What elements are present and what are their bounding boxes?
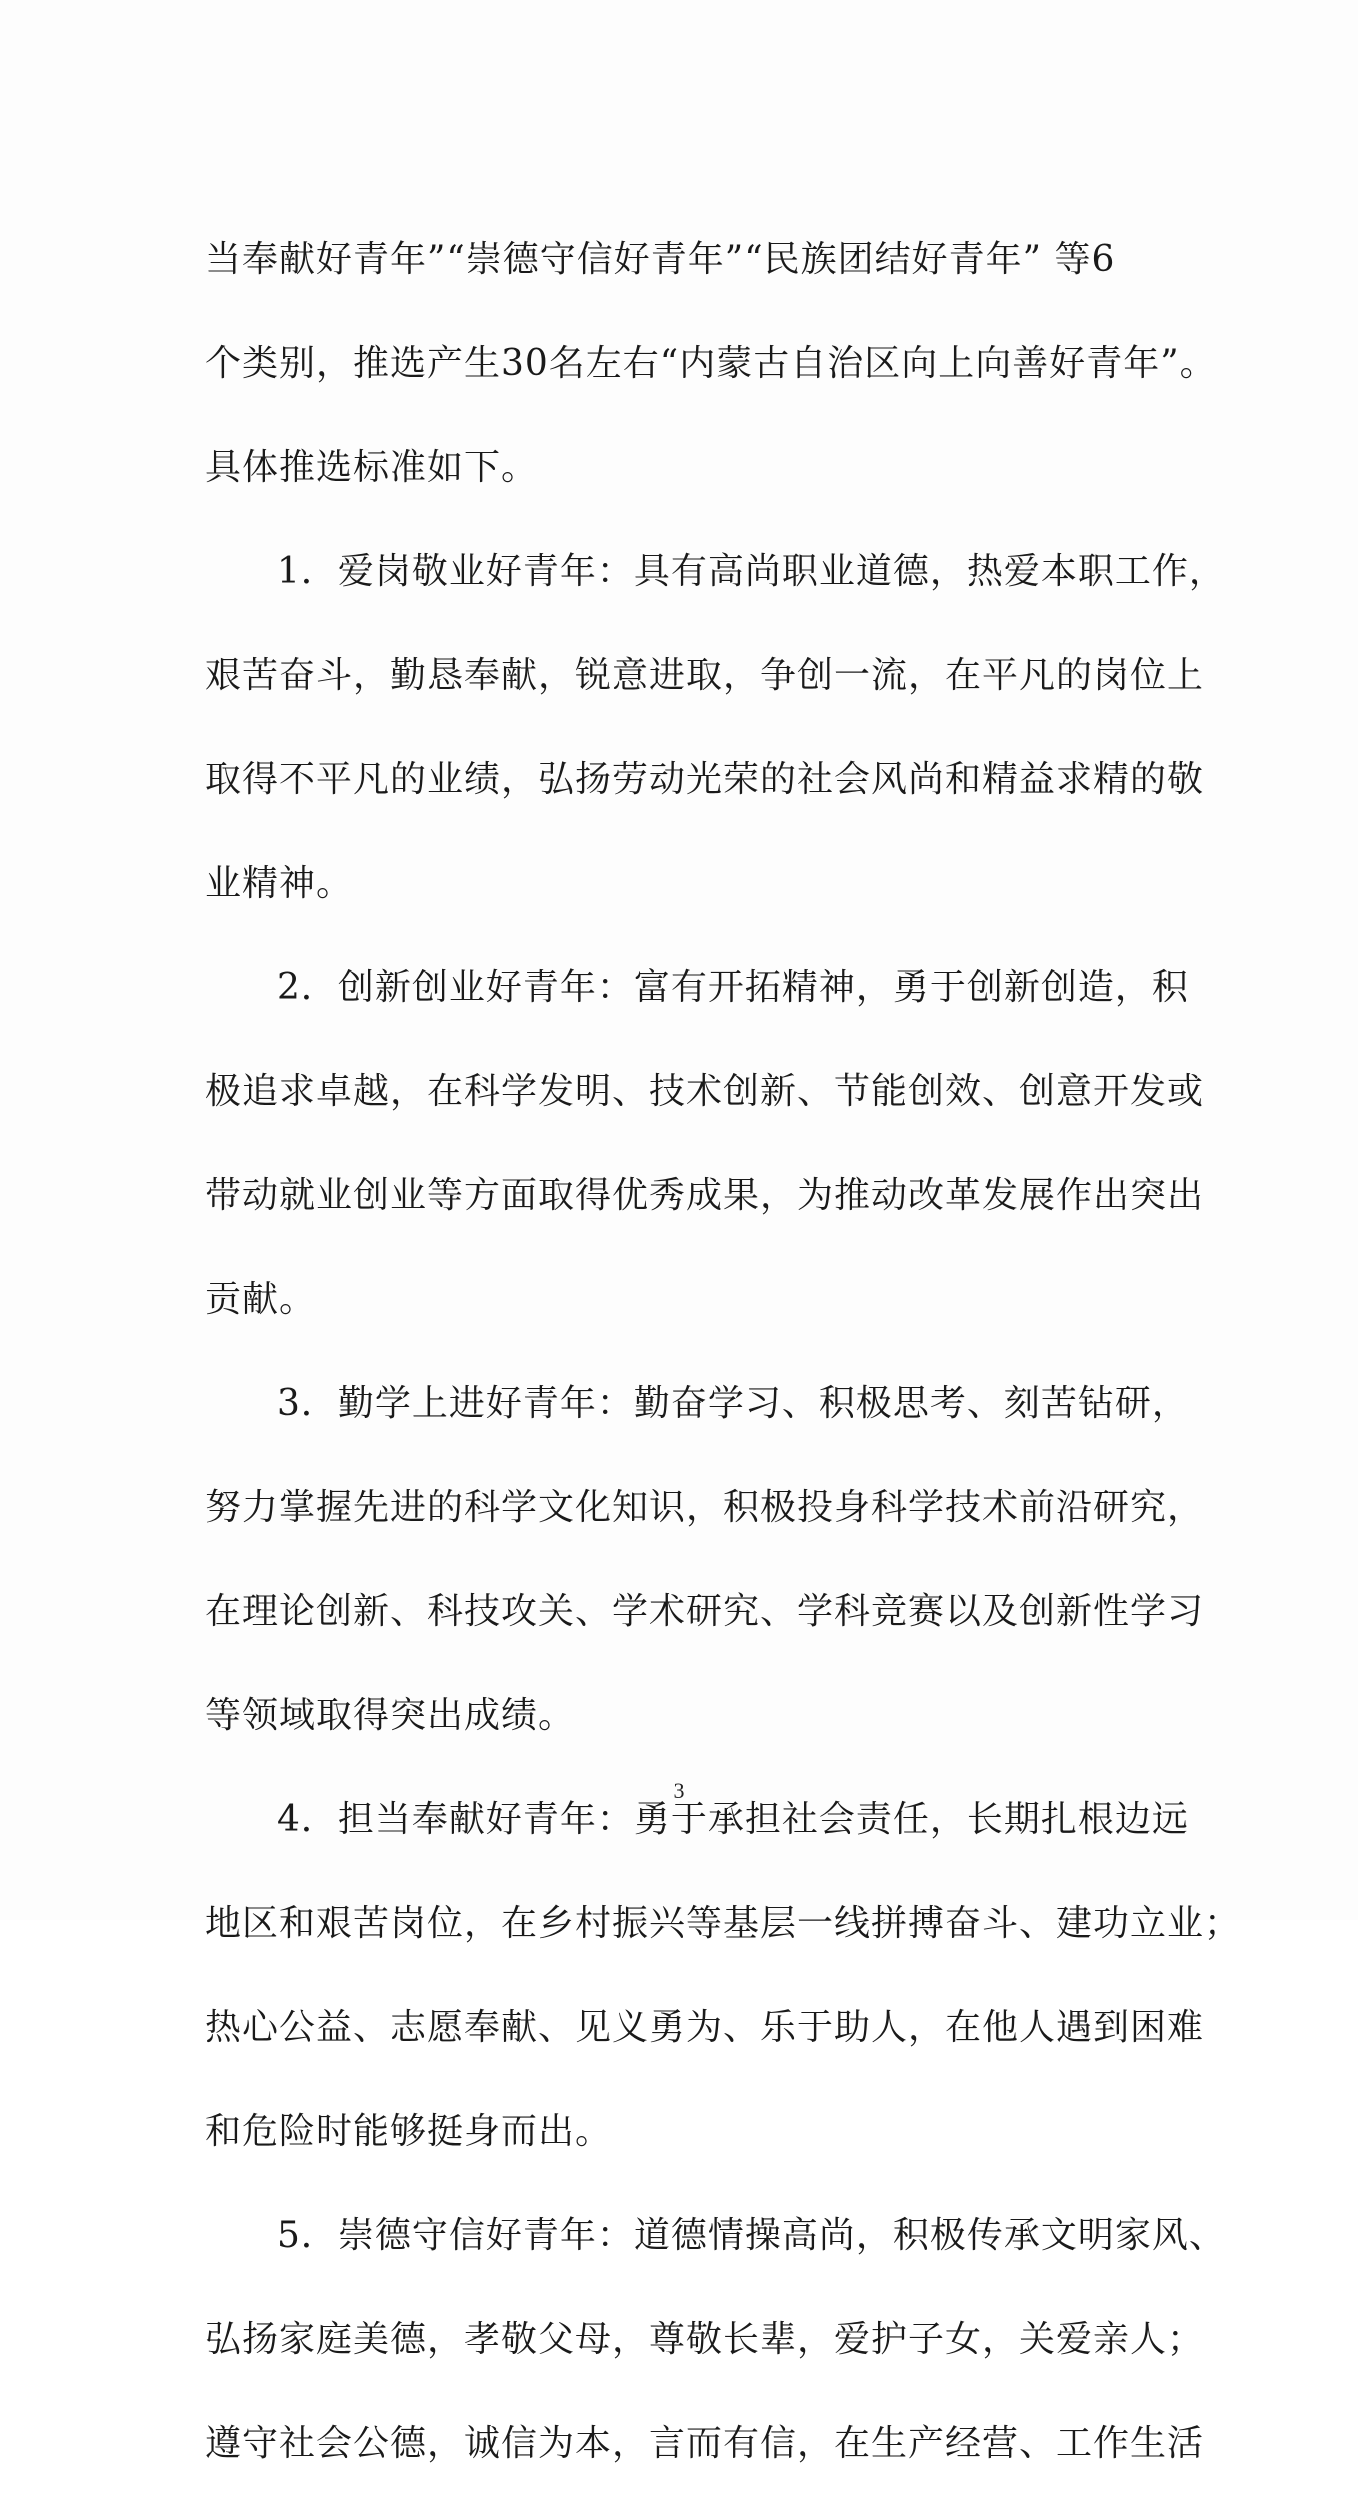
text-line: 和危险时能够挺身而出。 [205, 2111, 613, 2152]
criterion-5-heading-line: 5．崇德守信好青年：道德情操高尚，积极传承文明家风、 [277, 2215, 1226, 2256]
page-number: 3 [673, 1778, 685, 1803]
text-line: 贡献。 [205, 1279, 317, 1320]
text-line: 遵守社会公德，诚信为本，言而有信，在生产经营、工作生活 [205, 2423, 1205, 2464]
text-line: 努力掌握先进的科学文化知识，积极投身科学技术前沿研究， [205, 1487, 1205, 1528]
text-line: 热心公益、志愿奉献、见义勇为、乐于助人，在他人遇到困难 [205, 2007, 1205, 2048]
text-line: 地区和艰苦岗位，在乡村振兴等基层一线拼搏奋斗、建功立业； [205, 1903, 1242, 1944]
text-line: 当奉献好青年”“崇德守信好青年”“民族团结好青年” 等6 [205, 239, 1116, 280]
text-line: 在理论创新、科技攻关、学术研究、学科竞赛以及创新性学习 [205, 1591, 1205, 1632]
document-body [205, 208, 1242, 2496]
text-line: 业精神。 [205, 863, 354, 904]
criterion-1-heading-line: 1．爱岗敬业好青年：具有高尚职业道德，热爱本职工作， [277, 551, 1226, 592]
criterion-4-heading-line: 4．担当奉献好青年：勇于承担社会责任，长期扎根边远 [277, 1799, 1189, 1840]
text-line: 弘扬家庭美德，孝敬父母，尊敬长辈，爱护子女，关爱亲人； [205, 2319, 1205, 2360]
criterion-3-heading-line: 3．勤学上进好青年：勤奋学习、积极思考、刻苦钻研， [277, 1383, 1189, 1424]
text-line: 个类别，推选产生30名左右“内蒙古自治区向上向善好青年”。 [205, 343, 1217, 384]
text-line: 艰苦奋斗，勤恳奉献，锐意进取，争创一流，在平凡的岗位上 [205, 655, 1205, 696]
text-line: 取得不平凡的业绩，弘扬劳动光荣的社会风尚和精益求精的敬 [205, 759, 1205, 800]
text-line: 极追求卓越，在科学发明、技术创新、节能创效、创意开发或 [205, 1071, 1205, 1112]
text-line: 具体推选标准如下。 [205, 447, 539, 488]
criterion-2-heading-line: 2．创新创业好青年：富有开拓精神，勇于创新创造，积 [277, 967, 1189, 1008]
text-line: 带动就业创业等方面取得优秀成果，为推动改革发展作出突出 [205, 1175, 1205, 1216]
text-line: 等领域取得突出成绩。 [205, 1695, 576, 1736]
